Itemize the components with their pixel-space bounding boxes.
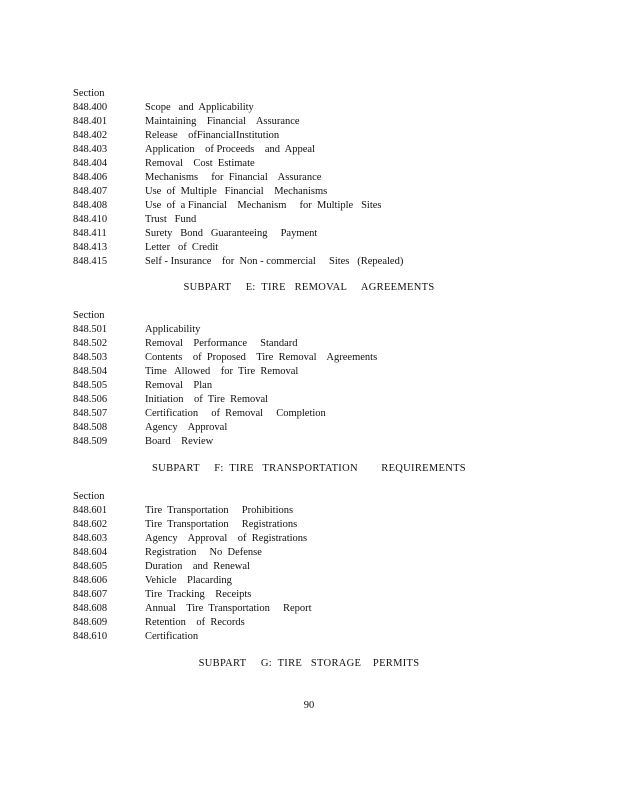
section-entry: [73, 255, 553, 269]
section-number: 848.501: [73, 324, 108, 335]
section-number: 848.508: [73, 422, 108, 433]
section-entry: [73, 171, 553, 185]
subpart-g-heading: SUBPART G: TIRE STORAGE PERMITS: [198, 658, 420, 669]
subpart-e-heading: SUBPART E: TIRE REMOVAL AGREEMENTS: [183, 282, 435, 293]
section-number: 848.413: [73, 242, 108, 253]
section-entry: [73, 435, 553, 449]
section-number: 848.603: [73, 533, 108, 544]
section-number: 848.504: [73, 366, 108, 377]
section-entry: [73, 199, 553, 213]
section-number: 848.608: [73, 603, 108, 614]
section-title: Use of a Financial Mechanism for Multiple Sites: [145, 200, 382, 211]
section-number: 848.609: [73, 617, 108, 628]
section-title: Application of Proceeds and Appeal: [145, 144, 315, 155]
section-heading: Section: [73, 88, 105, 99]
section-entry: [73, 393, 553, 407]
section-number: 848.505: [73, 380, 108, 391]
section-number: 848.402: [73, 130, 108, 141]
section-title: Vehicle Placarding: [145, 575, 232, 586]
section-entry: [73, 185, 553, 199]
section-entry: [73, 129, 553, 143]
section-number: 848.406: [73, 172, 108, 183]
section-number: 848.507: [73, 408, 108, 419]
section-title: Mechanisms for Financial Assurance: [145, 172, 322, 183]
section-entry: [73, 227, 553, 241]
section-title: Release ofFinancialInstitution: [145, 130, 280, 141]
section-entry: [73, 602, 553, 616]
section-number: 848.408: [73, 200, 108, 211]
section-number: 848.602: [73, 519, 108, 530]
section-heading: Section: [73, 310, 105, 321]
section-entry: [73, 560, 553, 574]
section-number: 848.606: [73, 575, 108, 586]
section-entry: [73, 504, 553, 518]
section-title: Removal Cost Estimate: [145, 158, 255, 169]
section-entry: [73, 323, 553, 337]
section-entry: [73, 421, 553, 435]
section-number: 848.415: [73, 256, 108, 267]
section-number: 848.403: [73, 144, 108, 155]
section-entry: [73, 101, 553, 115]
section-title: Time Allowed for Tire Removal: [145, 366, 299, 377]
section-entry: [73, 546, 553, 560]
section-title: Agency Approval: [145, 422, 228, 433]
section-entry: [73, 616, 553, 630]
section-list-f: [73, 490, 553, 644]
section-title: Removal Plan: [145, 380, 213, 391]
section-number: 848.404: [73, 158, 108, 169]
section-entry: [73, 574, 553, 588]
section-number: 848.610: [73, 631, 108, 642]
section-entry: [73, 213, 553, 227]
section-number: 848.407: [73, 186, 108, 197]
section-entry: [73, 351, 553, 365]
section-title: Contents of Proposed Tire Removal Agreements: [145, 352, 378, 363]
section-entry: [73, 518, 553, 532]
section-number: 848.502: [73, 338, 108, 349]
section-title: Initiation of Tire Removal: [145, 394, 269, 405]
section-number: 848.604: [73, 547, 108, 558]
section-title: Trust Fund: [145, 214, 197, 225]
section-entry: [73, 337, 553, 351]
section-entry: [73, 365, 553, 379]
section-title: Use of Multiple Financial Mechanisms: [145, 186, 328, 197]
section-number: 848.411: [73, 228, 107, 239]
section-title: Self - Insurance for Non - commercial Sites (Repealed): [145, 256, 404, 267]
section-entry: [73, 143, 553, 157]
section-entry: [73, 379, 553, 393]
section-entry: [73, 157, 553, 171]
section-title: Letter of Credit: [145, 242, 219, 253]
section-number: 848.607: [73, 589, 108, 600]
section-title: Removal Performance Standard: [145, 338, 298, 349]
section-number: 848.509: [73, 436, 108, 447]
section-entry: [73, 532, 553, 546]
section-number: 848.605: [73, 561, 108, 572]
section-number: 848.401: [73, 116, 108, 127]
section-number: 848.503: [73, 352, 108, 363]
section-title: Tire Transportation Registrations: [145, 519, 298, 530]
section-title: Board Review: [145, 436, 214, 447]
section-number: 848.506: [73, 394, 108, 405]
section-entry: [73, 630, 553, 644]
section-title: Tire Transportation Prohibitions: [145, 505, 294, 516]
section-title: Agency Approval of Registrations: [145, 533, 308, 544]
section-title: Duration and Renewal: [145, 561, 250, 572]
page-number: 90: [303, 700, 315, 711]
section-title: Surety Bond Guaranteeing Payment: [145, 228, 318, 239]
section-entry: [73, 407, 553, 421]
section-title: Tire Tracking Receipts: [145, 589, 252, 600]
section-number: 848.400: [73, 102, 108, 113]
section-title: Retention of Records: [145, 617, 245, 628]
section-heading: Section: [73, 491, 105, 502]
subpart-f-heading: SUBPART F: TIRE TRANSPORTATION REQUIREMENTS: [152, 463, 466, 474]
section-number: 848.601: [73, 505, 108, 516]
section-title: Certification: [145, 631, 199, 642]
section-title: Scope and Applicability: [145, 102, 254, 113]
section-title: Certification of Removal Completion: [145, 408, 326, 419]
section-number: 848.410: [73, 214, 108, 225]
section-entry: [73, 588, 553, 602]
section-title: Maintaining Financial Assurance: [145, 116, 300, 127]
section-list-e: [73, 309, 553, 449]
section-title: Registration No Defense: [145, 547, 262, 558]
section-title: Applicability: [145, 324, 201, 335]
section-entry: [73, 115, 553, 129]
section-entry: [73, 241, 553, 255]
section-list-d: [73, 87, 553, 269]
section-title: Annual Tire Transportation Report: [145, 603, 312, 614]
